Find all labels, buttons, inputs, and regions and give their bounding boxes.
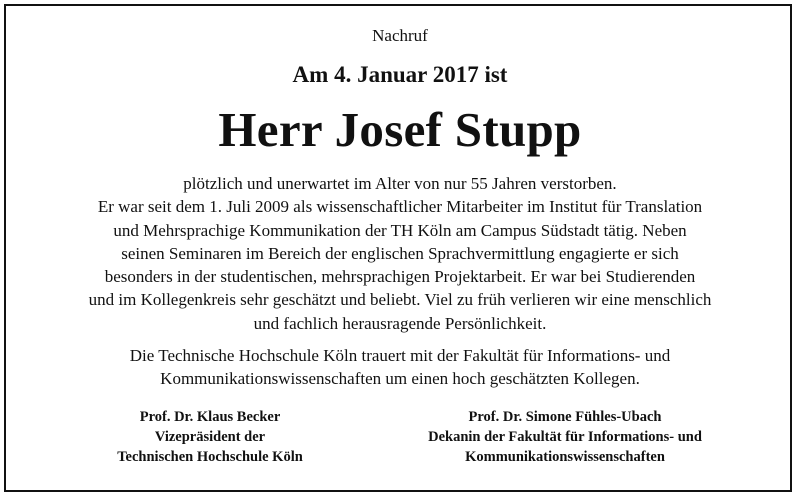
deceased-name: Herr Josef Stupp	[218, 102, 582, 157]
signatory-role: Vizepräsident der	[154, 429, 266, 445]
body-line: und Mehrsprachige Kommunikation der TH Köln am Campus Südstadt tätig. Neben	[113, 220, 687, 240]
body-line: seinen Seminaren im Bereich der englischen Sprachvermittlung engagierte er sich	[121, 243, 679, 263]
closing-line: Kommunikationswissenschaften um einen hoch geschätzten Kollegen.	[160, 369, 640, 389]
body-line: plötzlich und unerwartet im Alter von nur 55 Jahren verstorben.	[183, 174, 617, 193]
signatory-name: Prof. Dr. Simone Fühles-Ubach	[468, 409, 662, 425]
closing-statement	[40, 344, 760, 391]
signatory-role: Technischen Hochschule Köln	[117, 449, 303, 465]
body-line: Er war seit dem 1. Juli 2009 als wissenschaftlicher Mitarbeiter im Institut für Translation	[97, 197, 703, 217]
signatory-name: Prof. Dr. Klaus Becker	[139, 409, 281, 425]
notice-heading: Nachruf	[372, 26, 428, 45]
date-line: Am 4. Januar 2017 ist	[292, 62, 508, 87]
signature-left	[60, 407, 360, 467]
signatory-role: Dekanin der Fakultät für Informations- und	[428, 429, 702, 445]
closing-line: Die Technische Hochschule Köln trauert mit der Fakultät für Informations- und	[129, 346, 671, 365]
body-line: und im Kollegenkreis sehr geschätzt und beliebt. Viel zu früh verlieren wir eine menschlich	[88, 290, 712, 310]
body-line: besonders in der studentischen, mehrsprachigen Projektarbeit. Er war bei Studierenden	[104, 267, 696, 287]
signature-right	[395, 407, 735, 467]
obituary-body	[40, 172, 760, 335]
body-line: und fachlich herausragende Persönlichkeit.	[253, 313, 547, 333]
signatory-role: Kommunikationswissenschaften	[465, 449, 665, 465]
